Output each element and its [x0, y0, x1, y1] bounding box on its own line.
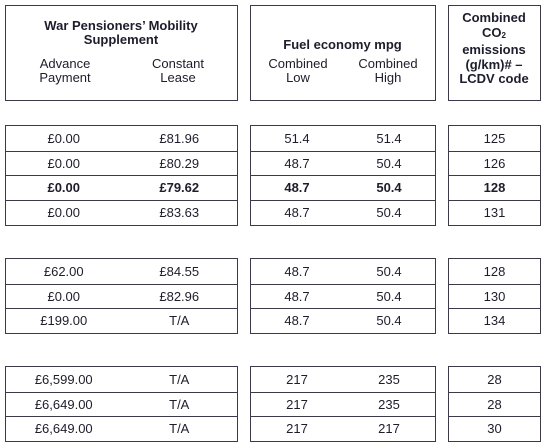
co2-cell: 131: [483, 204, 506, 220]
group2-mobility: [5, 258, 238, 334]
high-cell: 50.4: [376, 263, 402, 279]
table-row: [449, 151, 540, 176]
lease-cell: £79.62: [159, 180, 200, 196]
combined-low-header: Combined Low: [268, 56, 328, 85]
high-cell: 51.4: [376, 130, 402, 146]
lease-cell: T/A: [169, 371, 190, 387]
table-row: [449, 284, 540, 309]
co2-line2: CO: [482, 24, 502, 40]
table-row: [251, 392, 435, 417]
lease-cell: £81.96: [159, 130, 200, 146]
lease-cell: T/A: [169, 396, 190, 412]
co2-cell: 28: [487, 396, 502, 412]
low-cell: 51.4: [284, 130, 310, 146]
co2-cell: 126: [483, 155, 506, 171]
advance-cell: £199.00: [40, 313, 88, 329]
table-row: [6, 126, 237, 151]
lease-cell: £83.63: [159, 204, 200, 220]
lease-cell: T/A: [169, 421, 190, 437]
table-row: [6, 392, 237, 417]
high-cell: 235: [378, 371, 400, 387]
co2-cell: 130: [483, 288, 506, 304]
co2-cell: 125: [483, 130, 506, 146]
table-row-highlighted: [251, 175, 435, 200]
table-row: [251, 151, 435, 176]
table-row: [6, 151, 237, 176]
high-cell: 235: [378, 396, 400, 412]
low-cell: 48.7: [284, 155, 310, 171]
table-row: [6, 308, 237, 333]
table-row: [251, 284, 435, 309]
low-cell: 48.7: [284, 204, 310, 220]
advance-cell: £6,649.00: [34, 396, 93, 412]
table-row-highlighted: [6, 175, 237, 200]
constant-lease-header: Constant Lease: [151, 56, 205, 85]
co2-cell: 30: [487, 421, 502, 437]
table-row: [251, 367, 435, 392]
co2-cell: 128: [483, 263, 506, 279]
table-row: [251, 416, 435, 441]
table-row: [449, 392, 540, 417]
low-cell: 217: [286, 396, 308, 412]
advance-cell: £62.00: [43, 263, 84, 279]
table-row: [251, 200, 435, 225]
lease-cell: £80.29: [159, 155, 200, 171]
low-cell: 48.7: [284, 263, 310, 279]
fuel-header-box: [250, 5, 436, 101]
lease-cell: £82.96: [159, 288, 200, 304]
group1-mobility: [5, 125, 238, 226]
lease-cell: £84.55: [159, 263, 200, 279]
table-row: [6, 367, 237, 392]
high-cell: 50.4: [376, 313, 402, 329]
high-cell: 50.4: [376, 204, 402, 220]
table-row: [449, 259, 540, 284]
co2-subscript: 2: [501, 30, 506, 40]
high-cell: 50.4: [376, 288, 402, 304]
advance-payment-header: Advance Payment: [39, 56, 91, 85]
table-row: [6, 259, 237, 284]
table-row: [251, 259, 435, 284]
table-row: [449, 367, 540, 392]
low-cell: 48.7: [284, 288, 310, 304]
co2-line5: LCDV code: [459, 71, 529, 86]
high-cell: 50.4: [376, 180, 402, 196]
group3-fuel: [250, 366, 436, 442]
advance-cell: £0.00: [47, 155, 81, 171]
low-cell: 217: [286, 371, 308, 387]
low-cell: 48.7: [284, 313, 310, 329]
co2-line4: (g/km)# –: [465, 56, 523, 72]
table-row: [6, 416, 237, 441]
co2-cell: 128: [483, 180, 506, 196]
combined-high-header: Combined High: [358, 56, 418, 85]
group1-co2: [448, 125, 541, 226]
co2-cell: 134: [483, 313, 506, 329]
co2-line1: Combined: [462, 10, 526, 25]
advance-cell: £0.00: [47, 288, 81, 304]
co2-header: [449, 11, 539, 87]
table-row: [251, 308, 435, 333]
table-row-highlighted: [449, 175, 540, 200]
group2-co2: [448, 258, 541, 334]
table-row: [449, 200, 540, 225]
co2-line3: emissions: [462, 42, 526, 57]
mobility-header-box: [5, 5, 238, 101]
advance-cell: £6,649.00: [34, 421, 93, 437]
high-cell: 217: [378, 421, 400, 437]
group2-fuel: [250, 258, 436, 334]
table-row: [6, 200, 237, 225]
table-row: [6, 284, 237, 309]
lease-cell: T/A: [169, 313, 190, 329]
fuel-economy-title: Fuel economy mpg: [283, 37, 402, 52]
table-row: [449, 126, 540, 151]
group3-mobility: [5, 366, 238, 442]
low-cell: 48.7: [284, 180, 310, 196]
advance-cell: £6,599.00: [34, 371, 93, 387]
advance-cell: £0.00: [47, 130, 81, 146]
group1-fuel: [250, 125, 436, 226]
table-row: [449, 416, 540, 441]
high-cell: 50.4: [376, 155, 402, 171]
advance-cell: £0.00: [47, 204, 81, 220]
group3-co2: [448, 366, 541, 442]
mobility-title: War Pensioners’ Mobility Supplement: [44, 18, 198, 47]
co2-header-box: [448, 5, 541, 101]
co2-cell: 28: [487, 371, 502, 387]
table-row: [251, 126, 435, 151]
table-row: [449, 308, 540, 333]
low-cell: 217: [286, 421, 308, 437]
advance-cell: £0.00: [47, 180, 81, 196]
